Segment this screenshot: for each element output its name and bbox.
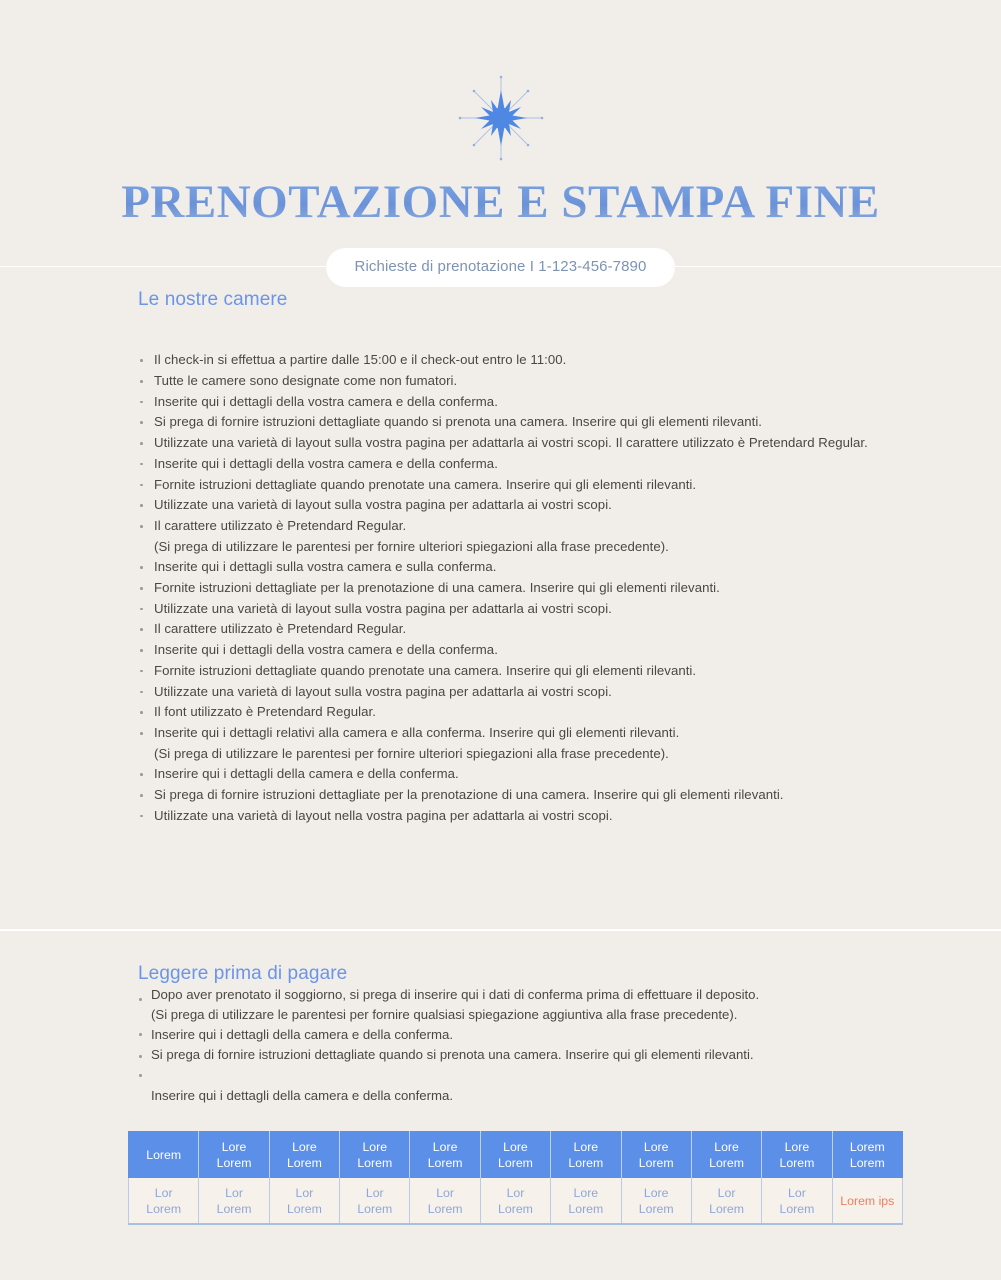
list-item-text: Fornite istruzioni dettagliate quando prenotate una camera. Inserire qui gli elementi rilevanti. [154,476,697,492]
table-cell: Lor Lorem [691,1178,761,1224]
table-cell: Lore Lorem [621,1178,691,1224]
list-item-text: Utilizzate una varietà di layout sulla vostra pagina per adattarla ai vostri scopi. Il carattere utilizzato è Pretendard Regular. [154,435,868,451]
bullet-marker [139,1074,142,1077]
table-header-cell: Lore Lorem [269,1131,339,1178]
list-item [138,619,928,640]
list-item-text: Utilizzate una varietà di layout sulla vostra pagina per adattarla ai vostri scopi. [154,497,612,513]
list-item-text: Inserite qui i dettagli della vostra camera e della conferma. [154,642,498,658]
list-item [138,454,928,475]
table-header-cell: Lore Lorem [199,1131,269,1178]
list-item-text: Si prega di fornire istruzioni dettagliate per la prenotazione di una camera. Inserire qui gli elementi rilevanti. [154,787,784,803]
rooms-bullet-list [138,350,928,826]
list-item [138,785,928,806]
list-item [138,661,928,682]
list-item-text: Fornite istruzioni dettagliate per la prenotazione di una camera. Inserire qui gli elementi rilevanti. [154,580,720,596]
list-item-subtext: (Si prega di utilizzare le parentesi per fornire ulteriori spiegazioni alla frase precedente). [154,538,669,554]
table-cell: Lor Lorem [762,1178,832,1224]
star-icon [0,72,1001,164]
table-header-row [129,1131,903,1178]
table-cell: Lor Lorem [199,1178,269,1224]
bullet-marker [139,1055,142,1058]
payment-notice-section [0,930,1001,1225]
table-header-cell: Lore Lorem [551,1131,621,1178]
table-cell: Lor Lorem [410,1178,480,1224]
bullet-marker [139,998,142,1001]
list-item [138,412,928,433]
list-item-text: Inserite qui i dettagli sulla vostra camera e sulla conferma. [154,559,497,575]
list-item-text: Il font utilizzato è Pretendard Regular. [154,704,376,720]
table-header-cell: Lore Lorem [340,1131,410,1178]
lorem-table [128,1131,903,1225]
notice-line: Si prega di fornire istruzioni dettagliate quando si prenota una camera. Inserire qui gli elementi rilevanti. [151,1047,754,1062]
rooms-section [0,289,1001,826]
list-item-text: Utilizzate una varietà di layout sulla vostra pagina per adattarla ai vostri scopi. [154,600,612,616]
list-item [138,516,928,557]
hero-section [0,0,1001,227]
notice-line: Dopo aver prenotato il soggiorno, si prega di inserire qui i dati di conferma prima di effettuare il deposito. [151,987,760,1002]
table-header-cell: Lorem Lorem [832,1131,902,1178]
list-item [138,350,928,371]
table-header-cell: Lore Lorem [762,1131,832,1178]
list-item-text: Il carattere utilizzato è Pretendard Regular. [154,517,407,533]
list-item-text: Utilizzate una varietà di layout sulla vostra pagina per adattarla ai vostri scopi. [154,683,612,699]
list-item [138,475,928,496]
list-item [138,599,928,620]
booking-contact-badge: Richieste di prenotazione I 1-123-456-7890 [327,249,675,286]
list-item-text: Il check-in si effettua a partire dalle 15:00 e il check-out entro le 11:00. [154,352,567,368]
table-cell: Lor Lorem [269,1178,339,1224]
notice-line: (Si prega di utilizzare le parentesi per fornire qualsiasi spiegazione aggiuntiva alla frase precedente). [151,1007,738,1022]
table-cell-accent: Lorem ips [832,1178,902,1224]
list-item-text: Utilizzate una varietà di layout nella vostra pagina per adattarla ai vostri scopi. [154,807,613,823]
page-title: PRENOTAZIONE E STAMPA FINE [0,178,1001,227]
table-header-cell: Lore Lorem [691,1131,761,1178]
table-header-cell: Lore Lorem [621,1131,691,1178]
table-cell: Lor Lorem [340,1178,410,1224]
section-two-heading: Leggere prima di pagare [138,963,348,984]
payment-notice-lines [138,985,938,1125]
table-cell: Lor Lorem [480,1178,550,1224]
list-item [138,495,928,516]
list-item [138,682,928,703]
list-item [138,640,928,661]
list-item-subtext: (Si prega di utilizzare le parentesi per fornire ulteriori spiegazioni alla frase precedente). [154,745,669,761]
table-header-cell: Lorem [129,1131,199,1178]
bullet-marker [139,1033,142,1036]
list-item [138,371,928,392]
notice-line: Inserire qui i dettagli della camera e della conferma. [151,1088,454,1103]
list-item [138,723,928,764]
section-one-heading: Le nostre camere [138,289,288,311]
list-item-text: Si prega di fornire istruzioni dettagliate quando si prenota una camera. Inserire qui gli elementi rilevanti. [154,414,763,430]
table-cell: Lor Lorem [129,1178,199,1224]
list-item [138,557,928,578]
list-item-text: Inserite qui i dettagli relativi alla camera e alla conferma. Inserire qui gli elementi rilevanti. [154,725,680,740]
list-item-text: Il carattere utilizzato è Pretendard Regular. [154,621,407,637]
list-item [138,433,928,454]
notice-line: Inserire qui i dettagli della camera e della conferma. [151,1027,454,1042]
list-item [138,578,928,599]
table-cell: Lore Lorem [551,1178,621,1224]
list-item-text: Inserite qui i dettagli della vostra camera e della conferma. [154,455,498,471]
list-item [138,392,928,413]
table-row [129,1178,903,1224]
list-item-text: Fornite istruzioni dettagliate quando prenotate una camera. Inserire qui gli elementi rilevanti. [154,662,697,678]
list-item-text: Tutte le camere sono designate come non fumatori. [154,373,458,389]
list-item [138,806,928,827]
lorem-table-wrapper [128,1131,903,1225]
list-item [138,702,928,723]
list-item-text: Inserite qui i dettagli della vostra camera e della conferma. [154,393,498,409]
list-item-text: Inserire qui i dettagli della camera e della conferma. [154,766,459,782]
list-item [138,764,928,785]
table-header-cell: Lore Lorem [410,1131,480,1178]
table-header-cell: Lore Lorem [480,1131,550,1178]
